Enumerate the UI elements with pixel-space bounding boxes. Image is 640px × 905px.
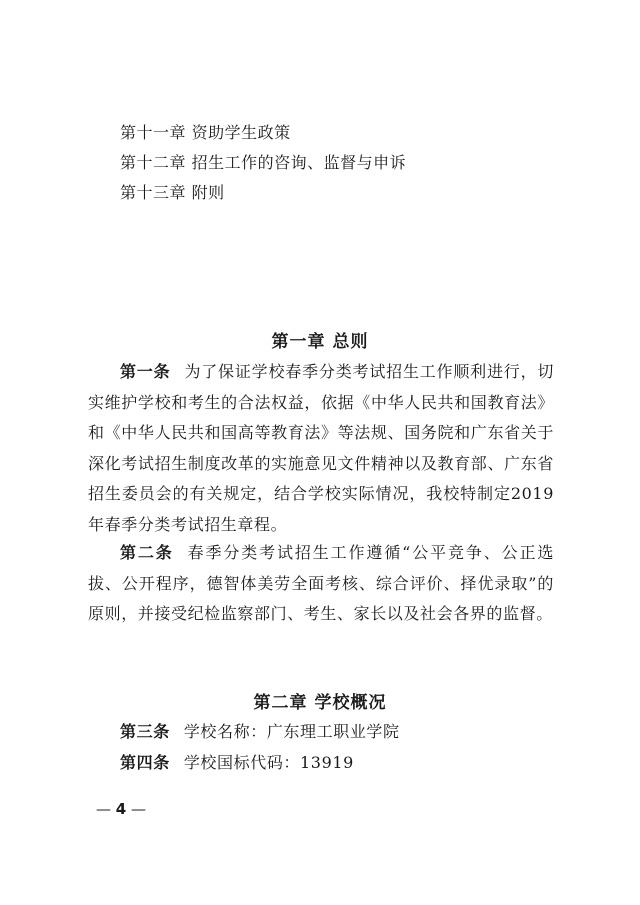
chapter-2-heading: 第二章 学校概况 bbox=[253, 693, 387, 713]
article-2-text: 春季分类考试招生工作遵循“公平竞争、公正选拔、公开程序，德智体美劳全面考核、综合评价、择优录取”的原则，并接受纪检监察部门、考生、家长以及社会各界的监督。 bbox=[88, 543, 554, 623]
article-3-text: 学校名称：广东理工职业学院 bbox=[183, 722, 400, 741]
article-1-label: 第一条 bbox=[120, 362, 171, 381]
toc-item-chapter-12: 第十二章 招生工作的咨询、监督与申诉 bbox=[120, 153, 407, 172]
article-2-label: 第二条 bbox=[120, 543, 174, 562]
chapter-1-heading: 第一章 总则 bbox=[271, 332, 369, 352]
page-number-dash-left: — bbox=[96, 800, 111, 818]
article-2 bbox=[88, 538, 554, 630]
article-4-label: 第四条 bbox=[120, 753, 170, 772]
article-4-text: 学校国标代码：13919 bbox=[183, 753, 354, 772]
article-4 bbox=[88, 748, 554, 779]
article-3-label: 第三条 bbox=[120, 722, 170, 741]
page-number-dash-right: — bbox=[131, 800, 146, 818]
page-number-value: 4 bbox=[115, 800, 127, 818]
toc-item-chapter-13: 第十三章 附则 bbox=[120, 183, 225, 202]
article-3 bbox=[88, 717, 554, 748]
table-of-contents bbox=[120, 118, 540, 208]
toc-item-chapter-11: 第十一章 资助学生政策 bbox=[120, 123, 291, 142]
article-1-text: 为了保证学校春季分类考试招生工作顺利进行，切实维护学校和考生的合法权益，依据《中华人民共和国教育法》和《中华人民共和国高等教育法》等法规、国务院和广东省关于深化考试招生制度改革的实施意见文件精神以及教育部、广东省招生委员会的有关规定，结合学校实际情况，我校特制定2019年春季分类考试招生章程。 bbox=[88, 362, 554, 534]
article-1 bbox=[88, 357, 554, 540]
page-number bbox=[96, 800, 146, 818]
